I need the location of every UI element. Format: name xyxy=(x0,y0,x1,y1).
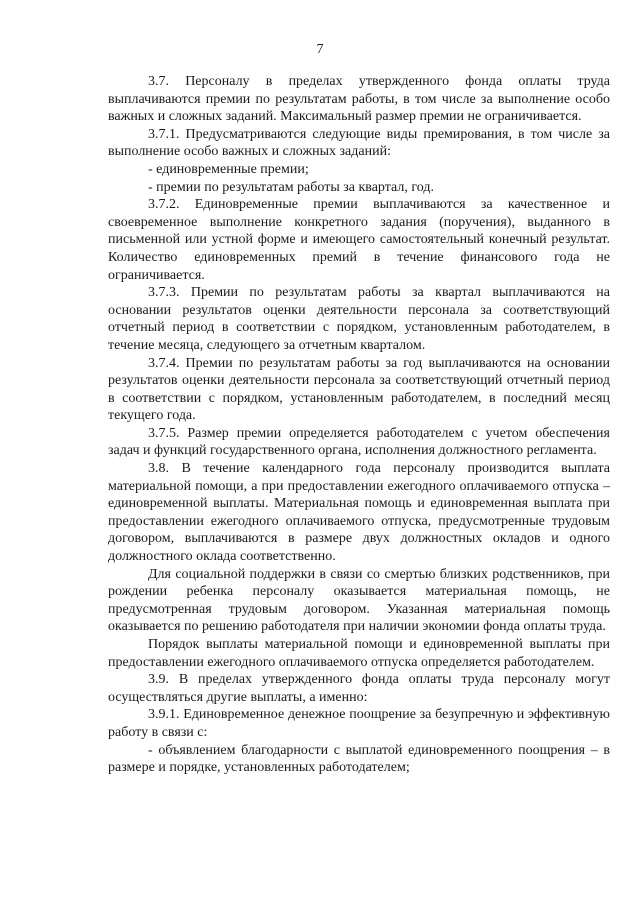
paragraph-payment-procedure: Порядок выплаты материальной помощи и единовременной выплаты при предоставлении ежегодного оплачиваемого отпуска определяется работодателем. xyxy=(108,637,610,670)
document-body xyxy=(108,73,610,777)
paragraph-3-7-1: 3.7.1. Предусматриваются следующие виды премирования, в том числе за выполнение особо важных и сложных заданий: xyxy=(108,126,610,160)
paragraph-3-7: 3.7. Персоналу в пределах утвержденного фонда оплаты труда выплачиваются премии по результатам работы, в том числе за выполнение особо важных и сложных заданий. Максимальный размер премии не ограничивается. xyxy=(108,74,610,125)
page-number: 7 xyxy=(316,42,324,57)
list-item-gratitude: - объявлением благодарности с выплатой единовременного поощрения – в размере и порядке, установленных работодателем; xyxy=(108,742,610,776)
paragraph-3-9-1: 3.9.1. Единовременное денежное поощрение за безупречную и эффективную работу в связи с: xyxy=(108,707,610,740)
list-item-period-bonuses: - премии по результатам работы за квартал, год. xyxy=(148,179,434,195)
paragraph-3-9: 3.9. В пределах утвержденного фонда оплаты труда персоналу могут осуществляться другие выплаты, а именно: xyxy=(108,672,610,705)
paragraph-3-7-2: 3.7.2. Единовременные премии выплачиваются за качественное и своевременное выполнение конкретного задания (поручения), выданного в письменной или устной форме и имеющего самостоятельный конечный результат. Количество единовременных премий в течение финансового года не ограничивается. xyxy=(108,197,610,283)
list-item-one-time-bonuses: - единовременные премии; xyxy=(148,161,309,177)
paragraph-3-7-4: 3.7.4. Премии по результатам работы за год выплачиваются на основании результатов оценки деятельности персонала за соответствующий отчетный период в соответствии с порядком, установленным работодателем, в последний месяц текущего года. xyxy=(108,355,610,424)
paragraph-social-support: Для социальной поддержки в связи со смертью близких родственников, при рождении ребенка персоналу оказывается материальная помощь, не предусмотренная трудовым договором. Указанная материальная помощь оказывается по решению работодателя при наличии экономии фонда оплаты труда. xyxy=(108,566,610,635)
paragraph-3-7-3: 3.7.3. Премии по результатам работы за квартал выплачиваются на основании результатов оценки деятельности персонала за соответствующий отчетный период в соответствии с порядком, установленным работодателем, в течение месяца, следующего за отчетным кварталом. xyxy=(108,285,610,353)
paragraph-3-7-5: 3.7.5. Размер премии определяется работодателем с учетом обеспечения задач и функций государственного органа, исполнения должностного регламента. xyxy=(108,425,610,459)
paragraph-3-8: 3.8. В течение календарного года персоналу производится выплата материальной помощи, а при предоставлении ежегодного оплачиваемого отпуска – единовременной выплаты. Материальная помощь и единовременная выплата при предоставлении ежегодного оплачиваемого отпуска, предусмотренные трудовым договором, выплачиваются в размере двух должностных окладов и одного должностного оклада соответственно. xyxy=(108,461,610,565)
